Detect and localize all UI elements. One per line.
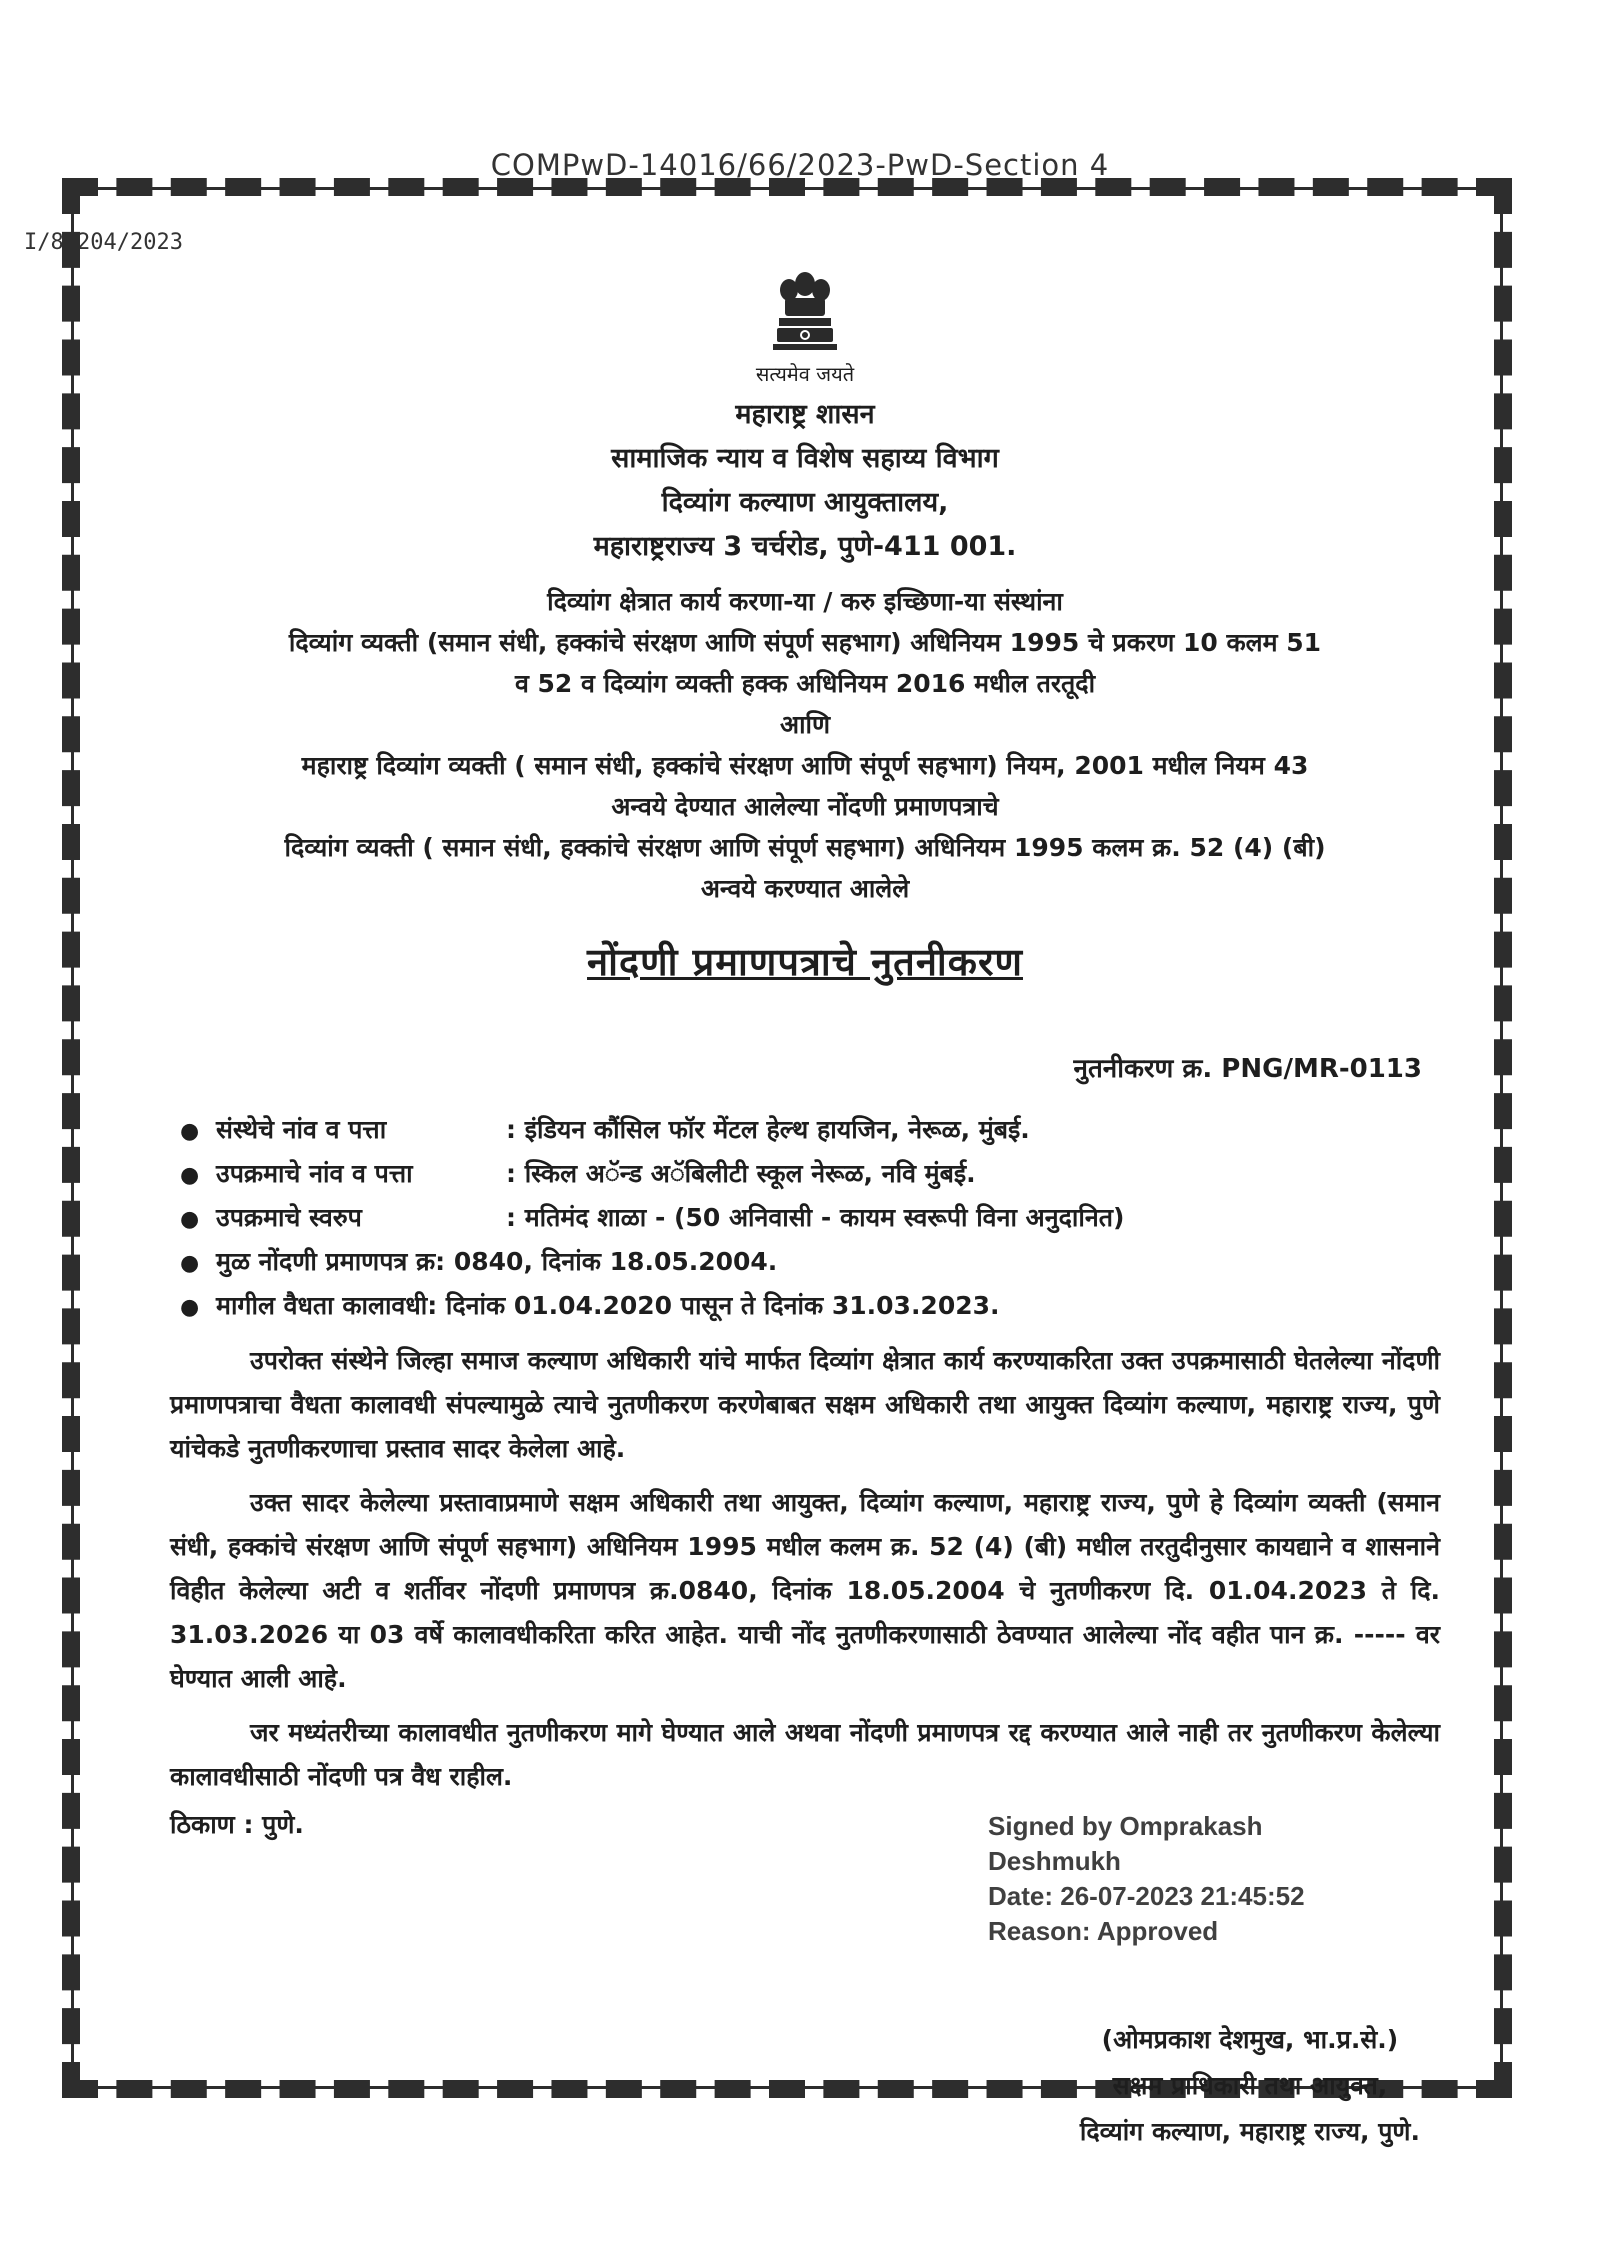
file-reference: COMPwD-14016/66/2023-PwD-Section 4 [490,148,1110,182]
preamble-line: दिव्यांग व्यक्ती (समान संधी, हक्कांचे संरक्षण आणि संपूर्ण सहभाग) अधिनियम 1995 चे प्रकरण 10 कलम 51 [288,628,1322,657]
signed-by-surname: Deshmukh [988,1846,1121,1876]
renewal-number: नुतनीकरण क्र. PNG/MR-0113 [1073,1054,1422,1084]
national-emblem-icon [759,268,851,356]
government-name: महाराष्ट्र शासन [735,399,875,430]
bullet-icon: ● [180,1207,200,1232]
signature-reason: Reason: Approved [988,1916,1219,1946]
detail-value: : मतिमंद शाळा - (50 अनिवासी - कायम स्वरूपी विना अनुदानित) [506,1203,1125,1232]
detail-value: : दिनांक 01.04.2020 पासून ते दिनांक 31.03.2023. [427,1291,1000,1320]
bullet-icon: ● [180,1163,200,1188]
bullet-icon: ● [180,1251,200,1276]
inward-number: I/85204/2023 [24,230,183,255]
signatory-designation: सक्षम प्राधिकारी तथा आयुक्त, [1112,2071,1388,2100]
body-paragraph: उपरोक्त संस्थेने जिल्हा समाज कल्याण अधिकारी यांचे मार्फत दिव्यांग क्षेत्रात कार्य करण्याकरिता उक्त उपक्रमासाठी घेतलेल्या नोंदणी प्रमाणपत्राचा वैधता कालावधी संपल्यामुळे त्याचे नुतणीकरण करणेबाबत सक्षम अधिकारी तथा आयुक्त दिव्यांग कल्याण, महाराष्ट्र राज्य, पुणे यांचेकडे नुतणीकरणाचा प्रस्ताव सादर केलेला आहे. [170,1346,1440,1463]
certificate-title: नोंदणी प्रमाणपत्राचे नुतनीकरण [587,940,1023,984]
list-item [180,1197,1440,1241]
detail-label: संस्थेचे नांव व पत्ता [216,1115,387,1144]
detail-label: मागील वैधता कालावधी [216,1291,428,1320]
signature-date: Date: 26-07-2023 21:45:52 [988,1881,1305,1911]
detail-value: : इंडियन कौंसिल फॉर मेंटल हेल्थ हायजिन, नेरूळ, मुंबई. [506,1115,1030,1144]
place: ठिकाण : पुणे. [170,1810,304,1839]
preamble-line: दिव्यांग क्षेत्रात कार्य करणा-या / करु इच्छिणा-या संस्थांना [547,587,1063,616]
detail-label: मुळ नोंदणी प्रमाणपत्र क्र [216,1247,436,1276]
details-list [180,1109,1440,1329]
preamble-line: अन्वये देण्यात आलेल्या नोंदणी प्रमाणपत्राचे [611,792,999,821]
signature-section [170,1807,1440,2146]
detail-label: उपक्रमाचे नांव व पत्ता [216,1159,413,1188]
preamble-line: व 52 व दिव्यांग व्यक्ती हक्क अधिनियम 2016 मधील तरतूदी [514,669,1096,698]
motto: सत्यमेव जयते [755,362,855,386]
detail-value: : 0840, दिनांक 18.05.2004. [435,1247,778,1276]
digital-signature [988,1809,1305,1949]
signatory-office: दिव्यांग कल्याण, महाराष्ट्र राज्य, पुणे. [1079,2117,1420,2146]
signed-by: Signed by Omprakash [988,1811,1263,1841]
preamble-line: दिव्यांग व्यक्ती ( समान संधी, हक्कांचे संरक्षण आणि संपूर्ण सहभाग) अधिनियम 1995 कलम क्र. 52 (4) (बी) [284,833,1326,862]
preamble-line: अन्वये करण्यात आलेले [700,874,910,903]
bullet-icon: ● [180,1119,200,1144]
body-paragraph: उक्त सादर केलेल्या प्रस्तावाप्रमाणे सक्षम अधिकारी तथा आयुक्त, दिव्यांग कल्याण, महाराष्ट्र राज्य, पुणे हे दिव्यांग व्यक्ती (समान संधी, हक्कांचे संरक्षण आणि संपूर्ण सहभाग) अधिनियम 1995 मधील कलम क्र. 52 (4) (बी) मधील तरतुदीनुसार कायद्याने व शासनाने विहीत केलेल्या अटी व शर्तीवर नोंदणी प्रमाणपत्र क्र.0840, दिनांक 18.05.2004 चे नुतणीकरण दि. 01.04.2023 ते दि. 31.03.2026 या 03 वर्षे कालावधीकरिता करित आहेत. याची नोंद नुतणीकरणासाठी ठेवण्यात आलेल्या नोंद वहीत पान क्र. ----- वर घेण्यात आली आहे. [170,1488,1440,1693]
department-name: सामाजिक न्याय व विशेष सहाय्य विभाग [611,443,999,474]
list-item [180,1153,1440,1197]
signatory-name: (ओमप्रकाश देशमुख, भा.प्र.से.) [1101,2025,1399,2054]
list-item [180,1109,1440,1153]
preamble-line: आणि [779,710,831,739]
document-body [170,268,1440,2146]
office-name: दिव्यांग कल्याण आयुक्तालय, [661,487,949,518]
body-paragraph: जर मध्यंतरीच्या कालावधीत नुतणीकरण मागे घेण्यात आले अथवा नोंदणी प्रमाणपत्र रद्द करण्यात आले नाही तर नुतणीकरण केलेल्या कालावधीसाठी नोंदणी पत्र वैध राहील. [170,1718,1440,1791]
detail-label: उपक्रमाचे स्वरुप [216,1203,362,1232]
signatory-block [1080,2017,1420,2155]
bullet-icon: ● [180,1295,200,1320]
office-address: महाराष्ट्रराज्य 3 चर्चरोड, पुणे-411 001. [593,531,1017,562]
preamble-line: महाराष्ट्र दिव्यांग व्यक्ती ( समान संधी, हक्कांचे संरक्षण आणि संपूर्ण सहभाग) नियम, 2001 मधील नियम 43 [301,751,1309,780]
detail-value: : स्किल अॅन्ड अॅबिलीटी स्कूल नेरूळ, नवि मुंबई. [506,1159,976,1188]
list-item [180,1285,1440,1329]
list-item [180,1241,1440,1285]
